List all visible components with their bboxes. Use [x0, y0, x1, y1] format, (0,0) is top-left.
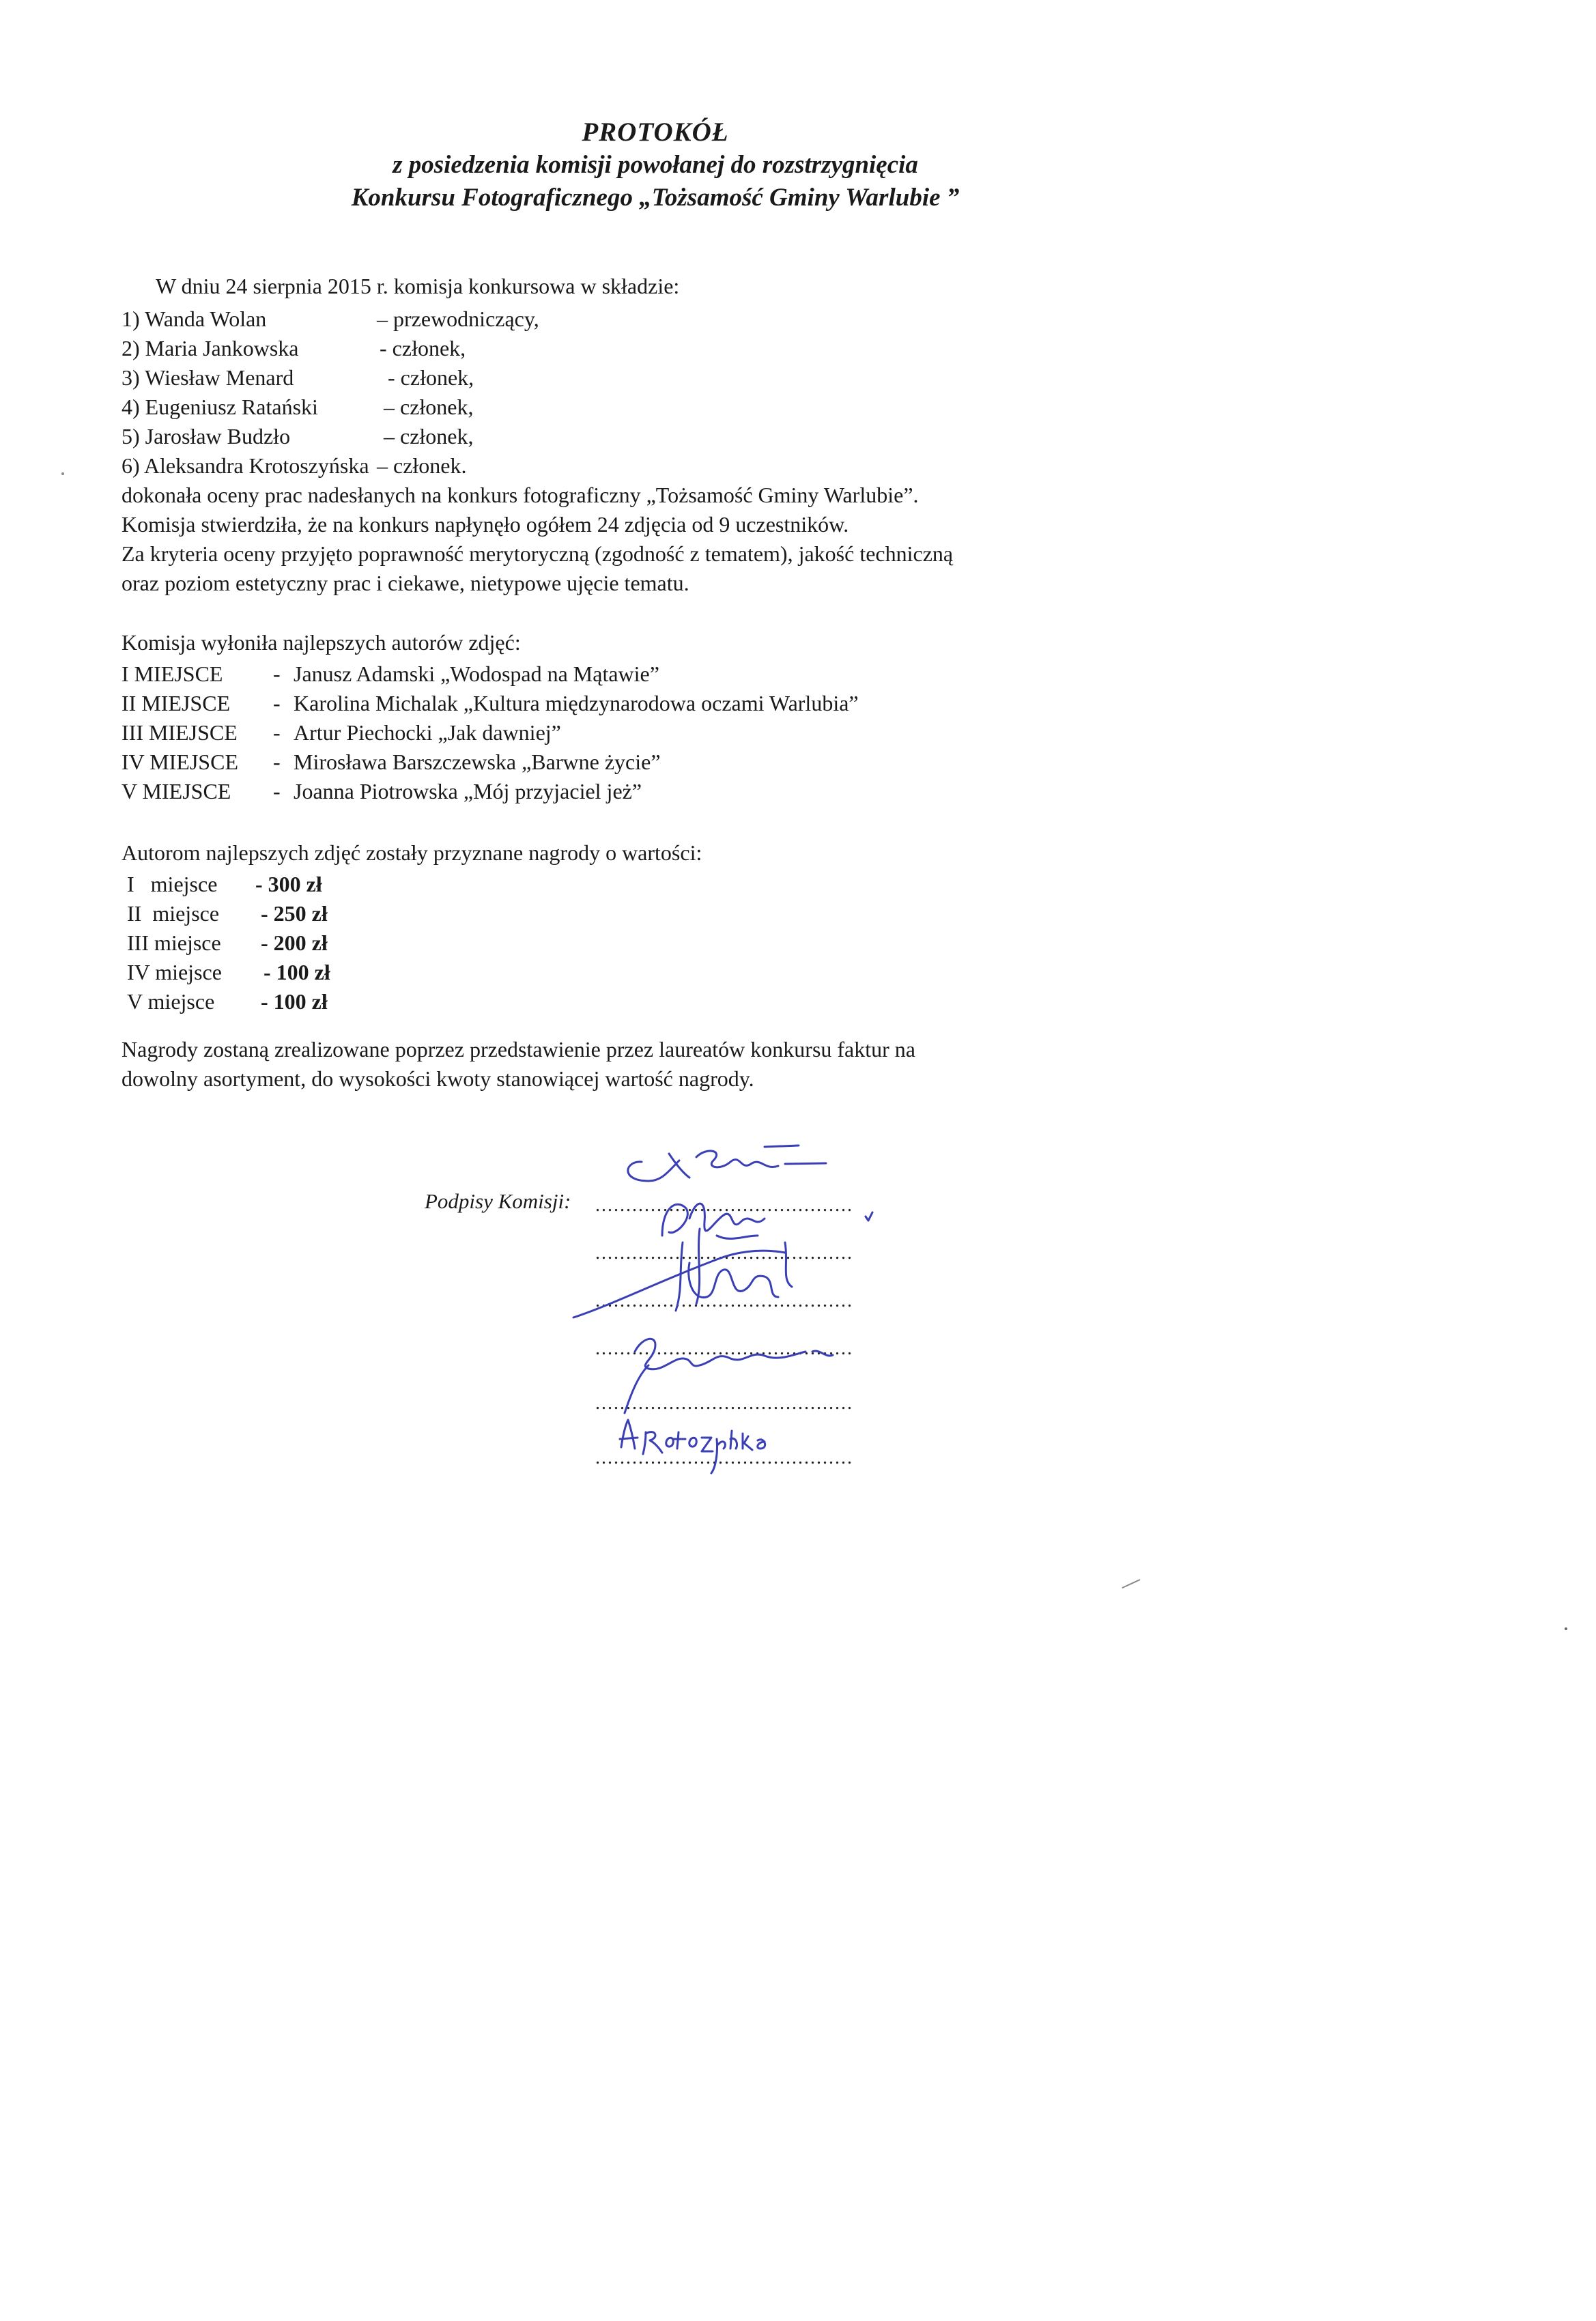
winner-entry: Joanna Piotrowska „Mój przyjaciel jeż”: [294, 779, 642, 803]
signature-line: ..........................................: [595, 1447, 853, 1468]
member-row: [122, 451, 467, 481]
winner-dash: -: [273, 779, 281, 803]
member-role: – członek,: [384, 395, 474, 419]
winners-list: [122, 659, 859, 806]
signatures-label: Podpisy Komisji:: [425, 1189, 571, 1213]
member-row: [122, 334, 466, 363]
member-row: [122, 393, 474, 422]
winner-dash: -: [273, 720, 281, 745]
prizes-intro: Autorom najlepszych zdjęć zostały przyznane nagrody o wartości:: [122, 840, 702, 865]
signature-line: ..........................................: [595, 1338, 853, 1359]
member-name: 1) Wanda Wolan: [122, 307, 267, 331]
member-role: - członek,: [388, 365, 474, 390]
winner-entry: Janusz Adamski „Wodospad na Mątawie”: [294, 661, 659, 686]
paragraph-line: Za kryteria oceny przyjęto poprawność merytoryczną (zgodność z tematem), jakość techniczną: [122, 541, 954, 566]
winner-place: II MIEJSCE: [122, 691, 231, 715]
paragraph-line: Nagrody zostaną zrealizowane poprzez przedstawienie przez laureatów konkursu faktur na: [122, 1037, 915, 1062]
member-name: 6) Aleksandra Krotoszyńska: [122, 453, 369, 478]
evaluation-paragraph: [122, 481, 953, 598]
prize-place: II miejsce: [127, 901, 220, 926]
winner-row: [122, 747, 661, 777]
winner-dash: -: [273, 691, 281, 715]
member-row: [122, 304, 539, 334]
prize-place: I miejsce: [127, 872, 218, 896]
winner-dash: -: [273, 750, 281, 774]
winner-row: [122, 718, 561, 747]
document-title: PROTOKÓŁ: [582, 117, 729, 147]
member-name: 5) Jarosław Budzło: [122, 424, 291, 448]
signature-line: ..........................................: [595, 1242, 853, 1264]
winner-dash: -: [273, 661, 281, 686]
winner-entry: Karolina Michalak „Kultura międzynarodowa oczami Warlubia”: [294, 691, 859, 715]
member-role: - członek,: [380, 336, 466, 360]
member-name: 4) Eugeniusz Ratański: [122, 395, 318, 419]
document-subtitle-line2: Konkursu Fotograficznego „Tożsamość Gminy Warlubie ”: [351, 184, 960, 212]
paragraph-line: Komisja stwierdziła, że na konkurs napłynęło ogółem 24 zdjęcia od 9 uczestników.: [122, 512, 849, 537]
paragraph-line: dowolny asortyment, do wysokości kwoty stanowiącej wartość nagrody.: [122, 1066, 754, 1091]
scan-speck: [60, 471, 66, 476]
signature-line: ..........................................: [595, 1195, 853, 1216]
winner-place: V MIEJSCE: [122, 779, 231, 803]
member-role: – członek.: [377, 453, 467, 478]
scan-speck: [1563, 1626, 1569, 1632]
signature-line: ..........................................: [595, 1290, 853, 1311]
handwritten-signatures: [560, 1133, 942, 1488]
winner-entry: Artur Piechocki „Jak dawniej”: [294, 720, 561, 745]
scan-speck: [1121, 1578, 1141, 1589]
prize-amount: - 100 zł: [261, 989, 328, 1014]
prize-row: [127, 899, 328, 928]
prize-place: V miejsce: [127, 989, 215, 1014]
member-row: [122, 422, 474, 451]
winner-place: I MIEJSCE: [122, 661, 223, 686]
member-name: 3) Wiesław Menard: [122, 365, 294, 390]
winner-place: III MIEJSCE: [122, 720, 238, 745]
prize-amount: - 300 zł: [255, 872, 322, 896]
prize-row: [127, 870, 322, 899]
prize-place: III miejsce: [127, 930, 221, 955]
payment-paragraph: [122, 1035, 915, 1094]
member-role: – członek,: [384, 424, 474, 448]
winner-entry: Mirosława Barszczewska „Barwne życie”: [294, 750, 661, 774]
document-subtitle-line1: z posiedzenia komisji powołanej do rozstrzygnięcia: [393, 151, 918, 179]
paragraph-line: dokonała oceny prac nadesłanych na konkurs fotograficzny „Tożsamość Gminy Warlubie”.: [122, 483, 919, 507]
prize-row: [127, 958, 330, 987]
intro-line: W dniu 24 sierpnia 2015 r. komisja konkursowa w składzie:: [156, 274, 680, 298]
prize-row: [127, 987, 328, 1016]
winners-intro: Komisja wyłoniła najlepszych autorów zdjęć:: [122, 630, 521, 655]
member-role: – przewodniczący,: [377, 307, 539, 331]
prize-place: IV miejsce: [127, 960, 222, 984]
paragraph-line: oraz poziom estetyczny prac i ciekawe, nietypowe ujęcie tematu.: [122, 571, 689, 595]
prize-amount: - 250 zł: [261, 901, 328, 926]
document-header: [225, 116, 1085, 214]
prizes-list: [127, 870, 330, 1016]
winner-row: [122, 689, 859, 718]
member-name: 2) Maria Jankowska: [122, 336, 299, 360]
committee-members-list: [122, 304, 539, 481]
prize-row: [127, 928, 328, 958]
winner-row: [122, 777, 642, 806]
member-row: [122, 363, 474, 393]
prize-amount: - 100 zł: [263, 960, 330, 984]
signature-line: ..........................................: [595, 1393, 853, 1414]
prize-amount: - 200 zł: [261, 930, 328, 955]
winner-row: [122, 659, 659, 689]
winner-place: IV MIEJSCE: [122, 750, 238, 774]
